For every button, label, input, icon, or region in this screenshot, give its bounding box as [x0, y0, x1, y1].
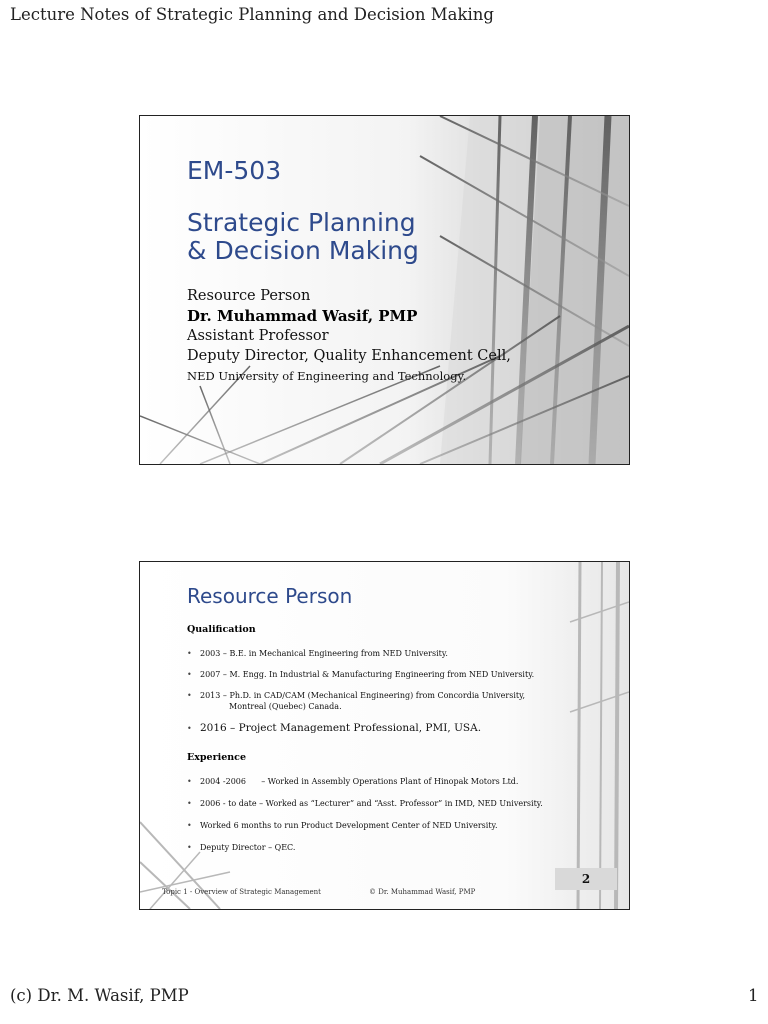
experience-list [187, 776, 587, 853]
page-number: 1 [748, 986, 759, 1005]
position-2: Deputy Director, Quality Enhancement Cell, [187, 348, 511, 364]
slide-title [187, 209, 419, 265]
experience-heading: Experience [187, 752, 246, 763]
qualification-list [187, 648, 587, 735]
organization: NED University of Engineering and Technology. [187, 369, 467, 383]
list-item: • Deputy Director – QEC. [187, 842, 587, 853]
presenter-name: Dr. Muhammad Wasif, PMP [187, 307, 418, 325]
list-item: • 2016 – Project Management Professional, PMI, USA. [187, 722, 587, 735]
slide-1 [139, 115, 630, 465]
slide-number: 2 [555, 868, 617, 890]
list-item: • Worked 6 months to run Product Development Center of NED University. [187, 820, 587, 831]
course-code: EM-503 [187, 156, 282, 185]
title-line-2: & Decision Making [187, 236, 419, 265]
position-1: Assistant Professor [187, 328, 329, 344]
page-footer: (c) Dr. M. Wasif, PMP [10, 986, 189, 1005]
slide-footer-copyright: © Dr. Muhammad Wasif, PMP [369, 888, 476, 896]
slide-footer-topic: Topic 1 - Overview of Strategic Management [162, 888, 321, 896]
list-item: • 2003 – B.E. in Mechanical Engineering from NED University. [187, 648, 587, 659]
list-item: • 2006 - to date – Worked as “Lecturer” and “Asst. Professor” in IMD, NED University. [187, 798, 587, 809]
list-item: • 2007 – M. Engg. In Industrial & Manufacturing Engineering from NED University. [187, 669, 587, 680]
window-background-image [140, 562, 629, 909]
slide-title: Resource Person [187, 584, 353, 608]
list-item: • 2004 -2006 – Worked in Assembly Operations Plant of Hinopak Motors Ltd. [187, 776, 587, 787]
qualification-heading: Qualification [187, 624, 256, 635]
list-item: • 2013 – Ph.D. in CAD/CAM (Mechanical Engineering) from Concordia University, Montreal (Quebec) Canada. [187, 690, 587, 712]
role-label: Resource Person [187, 288, 311, 304]
page-header: Lecture Notes of Strategic Planning and Decision Making [10, 5, 494, 24]
title-line-1: Strategic Planning [187, 208, 416, 237]
slide-2 [139, 561, 630, 910]
